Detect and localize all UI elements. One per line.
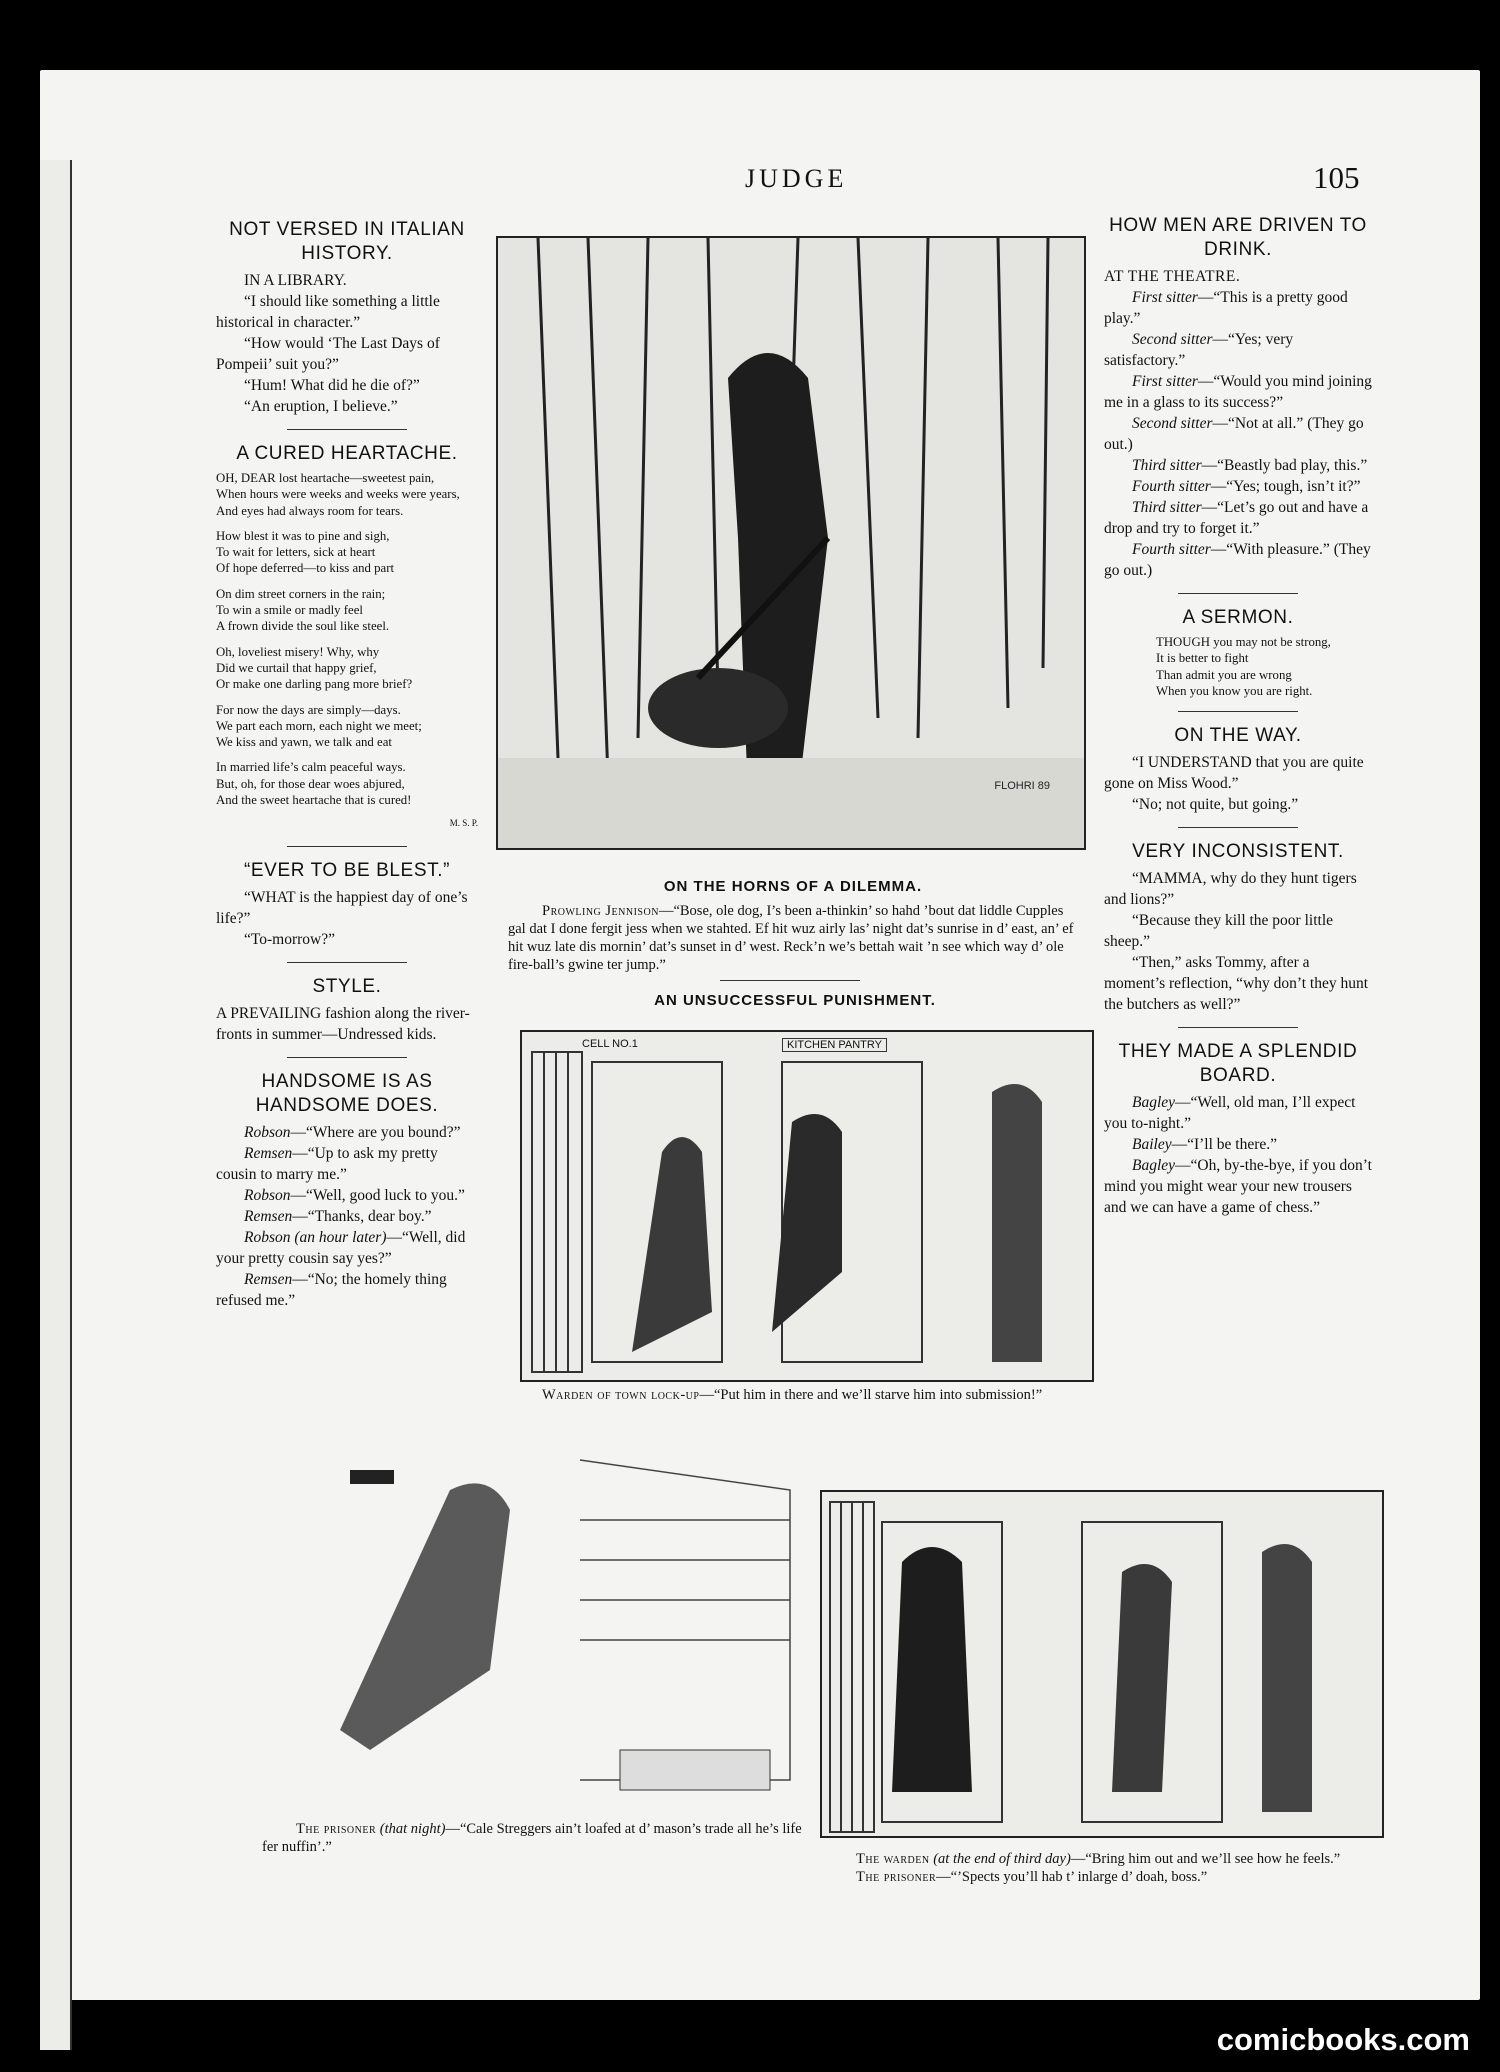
text-line: “WHAT is the happiest day of one’s life?” (216, 889, 468, 928)
text-line: “I should like something a little historical in character.” (216, 293, 440, 331)
dialogue-line (1104, 1092, 1372, 1134)
poem-line: How blest it was to pine and sigh, (216, 528, 390, 543)
dialogue-text: —“Up to ask my pretty cousin to marry me.” (216, 1145, 438, 1184)
dialogue-speaker: Robson (an hour later) (244, 1229, 387, 1247)
divider (287, 429, 407, 430)
article-title-on-the-way: ON THE WAY. (1174, 725, 1302, 747)
dialogue-text: —“Well, did your pretty cousin say yes?” (216, 1229, 466, 1268)
cartoon-signature: FLOHRI 89 (994, 780, 1050, 792)
bottom-right-speaker1: The warden (856, 1851, 930, 1867)
dialogue-speaker: Second sitter (1132, 331, 1213, 348)
poem-line: Did we curtail that happy grief, (216, 660, 377, 675)
article-driven-intro: AT THE THEATRE. (1104, 268, 1241, 285)
cartoon-unsuccessful-punishment (520, 1030, 1094, 1382)
article-italian-history (216, 270, 478, 417)
divider (287, 962, 407, 963)
article-title-sermon: A SERMON. (1182, 607, 1294, 628)
poem-line: We kiss and yawn, we talk and eat (216, 735, 392, 750)
divider (287, 1057, 407, 1058)
article-splendid-board (1104, 1092, 1372, 1218)
dialogue-line (216, 1122, 478, 1143)
poem-sermon (1104, 634, 1372, 699)
dialogue-speaker: Third sitter (1132, 457, 1202, 474)
text-line: “MAMMA, why do they hunt tigers and lions?” (1104, 870, 1357, 909)
cartoon-warden-third-day (820, 1490, 1384, 1838)
dialogue-text: —“Let’s go out and have a drop and try to forget it.” (1104, 499, 1369, 537)
article-title-style: STYLE. (312, 976, 382, 998)
cartoon-prisoner-night (250, 1450, 802, 1812)
divider (720, 980, 860, 981)
article-very-inconsistent (1104, 868, 1372, 1015)
divider (1178, 593, 1298, 594)
dialogue-speaker: Robson (244, 1187, 291, 1205)
page-number: 105 (1313, 160, 1360, 195)
dialogue-speaker: Remsen (244, 1145, 293, 1163)
poem-line: But, oh, for those dear woes abjured, (216, 776, 405, 791)
article-title-italian-history: NOT VERSED IN ITALIAN HISTORY. (229, 219, 465, 264)
dialogue-line (1104, 539, 1372, 581)
cartoon1-title: ON THE HORNS OF A DILEMMA. (663, 878, 923, 895)
divider (1178, 1027, 1298, 1028)
dialogue-line (1104, 497, 1372, 539)
dialogue-text: —“With pleasure.” (They go out.) (1104, 541, 1371, 579)
article-on-the-way (1104, 752, 1372, 815)
dialogue-text: —“This is a pretty good play.” (1104, 289, 1348, 327)
bottom-right-speaker2: The prisoner (856, 1869, 937, 1885)
dialogue-text: —“Where are you bound?” (290, 1124, 461, 1142)
dialogue-line (1104, 287, 1372, 329)
divider (1178, 711, 1298, 712)
dialogue-speaker: Bailey (1132, 1136, 1172, 1154)
text-line: “An eruption, I believe.” (244, 398, 398, 415)
poem-stanza (216, 759, 478, 808)
dialogue-speaker: Robson (244, 1124, 291, 1142)
poem-signature: M. S. P. (449, 818, 478, 829)
dialogue-line (216, 1185, 478, 1206)
text-line: “Because they kill the poor little sheep.” (1104, 912, 1334, 951)
dialogue-text: —“No; the homely thing refused me.” (216, 1271, 447, 1310)
article-title-cured-heartache: A CURED HEARTACHE. (236, 443, 458, 464)
dialogue-speaker: Remsen (244, 1271, 293, 1289)
article-title-handsome: HANDSOME IS AS HANDSOME DOES. (255, 1071, 439, 1117)
poem-line: Of hope deferred—to kiss and part (216, 561, 395, 576)
article-title-driven-to-drink: HOW MEN ARE DRIVEN TO DRINK. (1109, 215, 1367, 260)
text-line: IN A LIBRARY. (244, 272, 347, 289)
poem-stanza (216, 528, 478, 577)
poem-line: When hours were weeks and weeks were years, (216, 487, 460, 502)
article-title-ever-to-be-blest: “EVER TO BE BLEST.” (243, 860, 451, 882)
dialogue-speaker: Fourth sitter (1132, 541, 1211, 558)
right-column (1104, 214, 1372, 1218)
dialogue-text: —“Well, old man, I’ll expect you to-night.” (1104, 1094, 1356, 1133)
cartoon2-title: AN UNSUCCESSFUL PUNISHMENT. (654, 992, 936, 1009)
dialogue-text: —“Oh, by-the-bye, if you don’t mind you might wear your new trousers and we can have a game of chess.” (1104, 1157, 1372, 1217)
dialogue-speaker: Second sitter (1132, 415, 1213, 432)
sign-kitchen-pantry: KITCHEN PANTRY (782, 1038, 887, 1052)
dialogue-text: —“Well, good luck to you.” (290, 1187, 465, 1205)
text-line: “Hum! What did he die of?” (244, 377, 420, 394)
text-line: THOUGH you may not be strong, (1156, 635, 1331, 649)
left-column (216, 218, 478, 1311)
bottom-right-speaker1-note: (at the end of third day) (933, 1851, 1071, 1867)
dialogue-line (216, 1227, 478, 1269)
poem-line: To win a smile or madly feel (216, 603, 363, 618)
cartoon2-text: —“Put him in there and we’ll starve him into submission!” (699, 1387, 1043, 1403)
cartoon2-caption (512, 1386, 1102, 1404)
text-line: Than admit you are wrong (1156, 667, 1292, 682)
dialogue-text: —“Yes; very satisfactory.” (1104, 331, 1294, 369)
bottom-left-speaker-note: (that night) (379, 1821, 446, 1837)
text-line: When you know you are right. (1156, 683, 1313, 698)
dialogue-line (216, 1143, 478, 1185)
article-title-splendid-board: THEY MADE A SPLENDID BOARD. (1118, 1041, 1358, 1087)
cartoon2-speaker: Warden of town lock-up (542, 1387, 700, 1403)
dialogue-speaker: Third sitter (1132, 499, 1202, 516)
poem-stanza (216, 644, 478, 693)
cartoon1-text: —“Bose, ole dog, I’s been a-thinkin’ so hahd ’bout dat liddle Cupples gal dat I done fergit jess when we stahted. Ef hit wuz airly las’ night dat’s sunrise in d’ east, an’ ef hit wuz late dis mornin’ dat’s sunset in d’ west. Reck’n we’s bettah wait ’n see which way d’ ole fire-ball’s gwine ter jump.” (508, 903, 1074, 973)
sign-cell-no1: CELL NO.1 (582, 1038, 638, 1050)
text-line: “No; not quite, but going.” (1132, 796, 1299, 814)
divider (287, 846, 407, 847)
dialogue-text: —“Beastly bad play, this.” (1201, 457, 1368, 474)
dialogue-line (1104, 455, 1372, 476)
poem-line: For now the days are simply—days. (216, 702, 401, 717)
dialogue-text: —“Would you mind joining me in a glass to its success?” (1104, 373, 1372, 411)
bottom-left-speaker: The prisoner (296, 1821, 377, 1837)
dialogue-line (216, 1269, 478, 1311)
dialogue-speaker: First sitter (1132, 289, 1198, 306)
dialogue-speaker: Bagley (1132, 1157, 1176, 1175)
magazine-title: JUDGE (745, 164, 848, 193)
text-line: “Then,” asks Tommy, after a moment’s reflection, “why don’t they hunt the butchers as well?” (1104, 954, 1369, 1014)
poem-line: And eyes had always room for tears. (216, 503, 404, 518)
bottom-left-caption (262, 1820, 802, 1856)
dialogue-line (1104, 329, 1372, 371)
article-driven-to-drink (1104, 287, 1372, 581)
text-line: “How would ‘The Last Days of Pompeii’ suit you?” (216, 335, 440, 373)
bottom-right-text1: —“Bring him out and we’ll see how he feels.” (1070, 1851, 1341, 1867)
bottom-right-text2: —“’Spects you’ll hab t’ inlarge d’ doah, boss.” (936, 1869, 1208, 1885)
dialogue-speaker: First sitter (1132, 373, 1198, 390)
article-title-very-inconsistent: VERY INCONSISTENT. (1132, 841, 1344, 863)
article-style-text: A PREVAILING fashion along the river-fronts in summer—Undressed kids. (216, 1005, 470, 1044)
dialogue-text: —“Not at all.” (They go out.) (1104, 415, 1364, 453)
dialogue-speaker: Remsen (244, 1208, 293, 1226)
dialogue-line (1104, 1155, 1372, 1218)
poem-line: Or make one darling pang more brief? (216, 677, 413, 692)
poem-stanza (216, 470, 478, 519)
text-line: It is better to fight (1156, 651, 1249, 666)
dialogue-text: —“I’ll be there.” (1171, 1136, 1278, 1154)
dialogue-line (1104, 476, 1372, 497)
cartoon1-caption (508, 878, 1078, 974)
dialogue-text: —“Thanks, dear boy.” (292, 1208, 432, 1226)
dialogue-text: —“Yes; tough, isn’t it?” (1210, 478, 1361, 495)
cartoon-horns-of-dilemma (496, 236, 1086, 850)
text-line: “To-morrow?” (244, 931, 336, 949)
poem-line: We part each morn, each night we meet; (216, 718, 422, 733)
text-line: “I UNDERSTAND that you are quite gone on Miss Wood.” (1104, 754, 1364, 793)
poem-stanza (216, 702, 478, 751)
dialogue-line (1104, 371, 1372, 413)
poem-line: And the sweet heartache that is cured! (216, 793, 412, 808)
article-handsome (216, 1122, 478, 1311)
poem-cured-heartache (216, 470, 478, 808)
dialogue-speaker: Fourth sitter (1132, 478, 1211, 495)
page-gutter (40, 160, 72, 2050)
bottom-left-text: —“Cale Streggers ain’t loafed at d’ mason’s trade all he’s life fer nuffin’.” (262, 1821, 802, 1855)
article-ever-to-be-blest (216, 887, 478, 950)
poem-line: In married life’s calm peaceful ways. (216, 760, 406, 775)
dialogue-line (1104, 1134, 1372, 1155)
dialogue-line (216, 1206, 478, 1227)
divider (1178, 827, 1298, 828)
dialogue-line (1104, 413, 1372, 455)
cartoon1-speaker: Prowling Jennison (542, 903, 659, 919)
dialogue-speaker: Bagley (1132, 1094, 1176, 1112)
poem-line: On dim street corners in the rain; (216, 586, 386, 601)
poem-line: A frown divide the soul like steel. (216, 619, 390, 634)
poem-line: OH, DEAR lost heartache—sweetest pain, (216, 471, 435, 485)
poem-line: To wait for letters, sick at heart (216, 545, 376, 560)
bottom-right-caption (856, 1850, 1380, 1886)
poem-line: Oh, loveliest misery! Why, why (216, 644, 380, 659)
poem-stanza (216, 586, 478, 635)
watermark: comicbooks.com (1216, 2022, 1470, 2057)
